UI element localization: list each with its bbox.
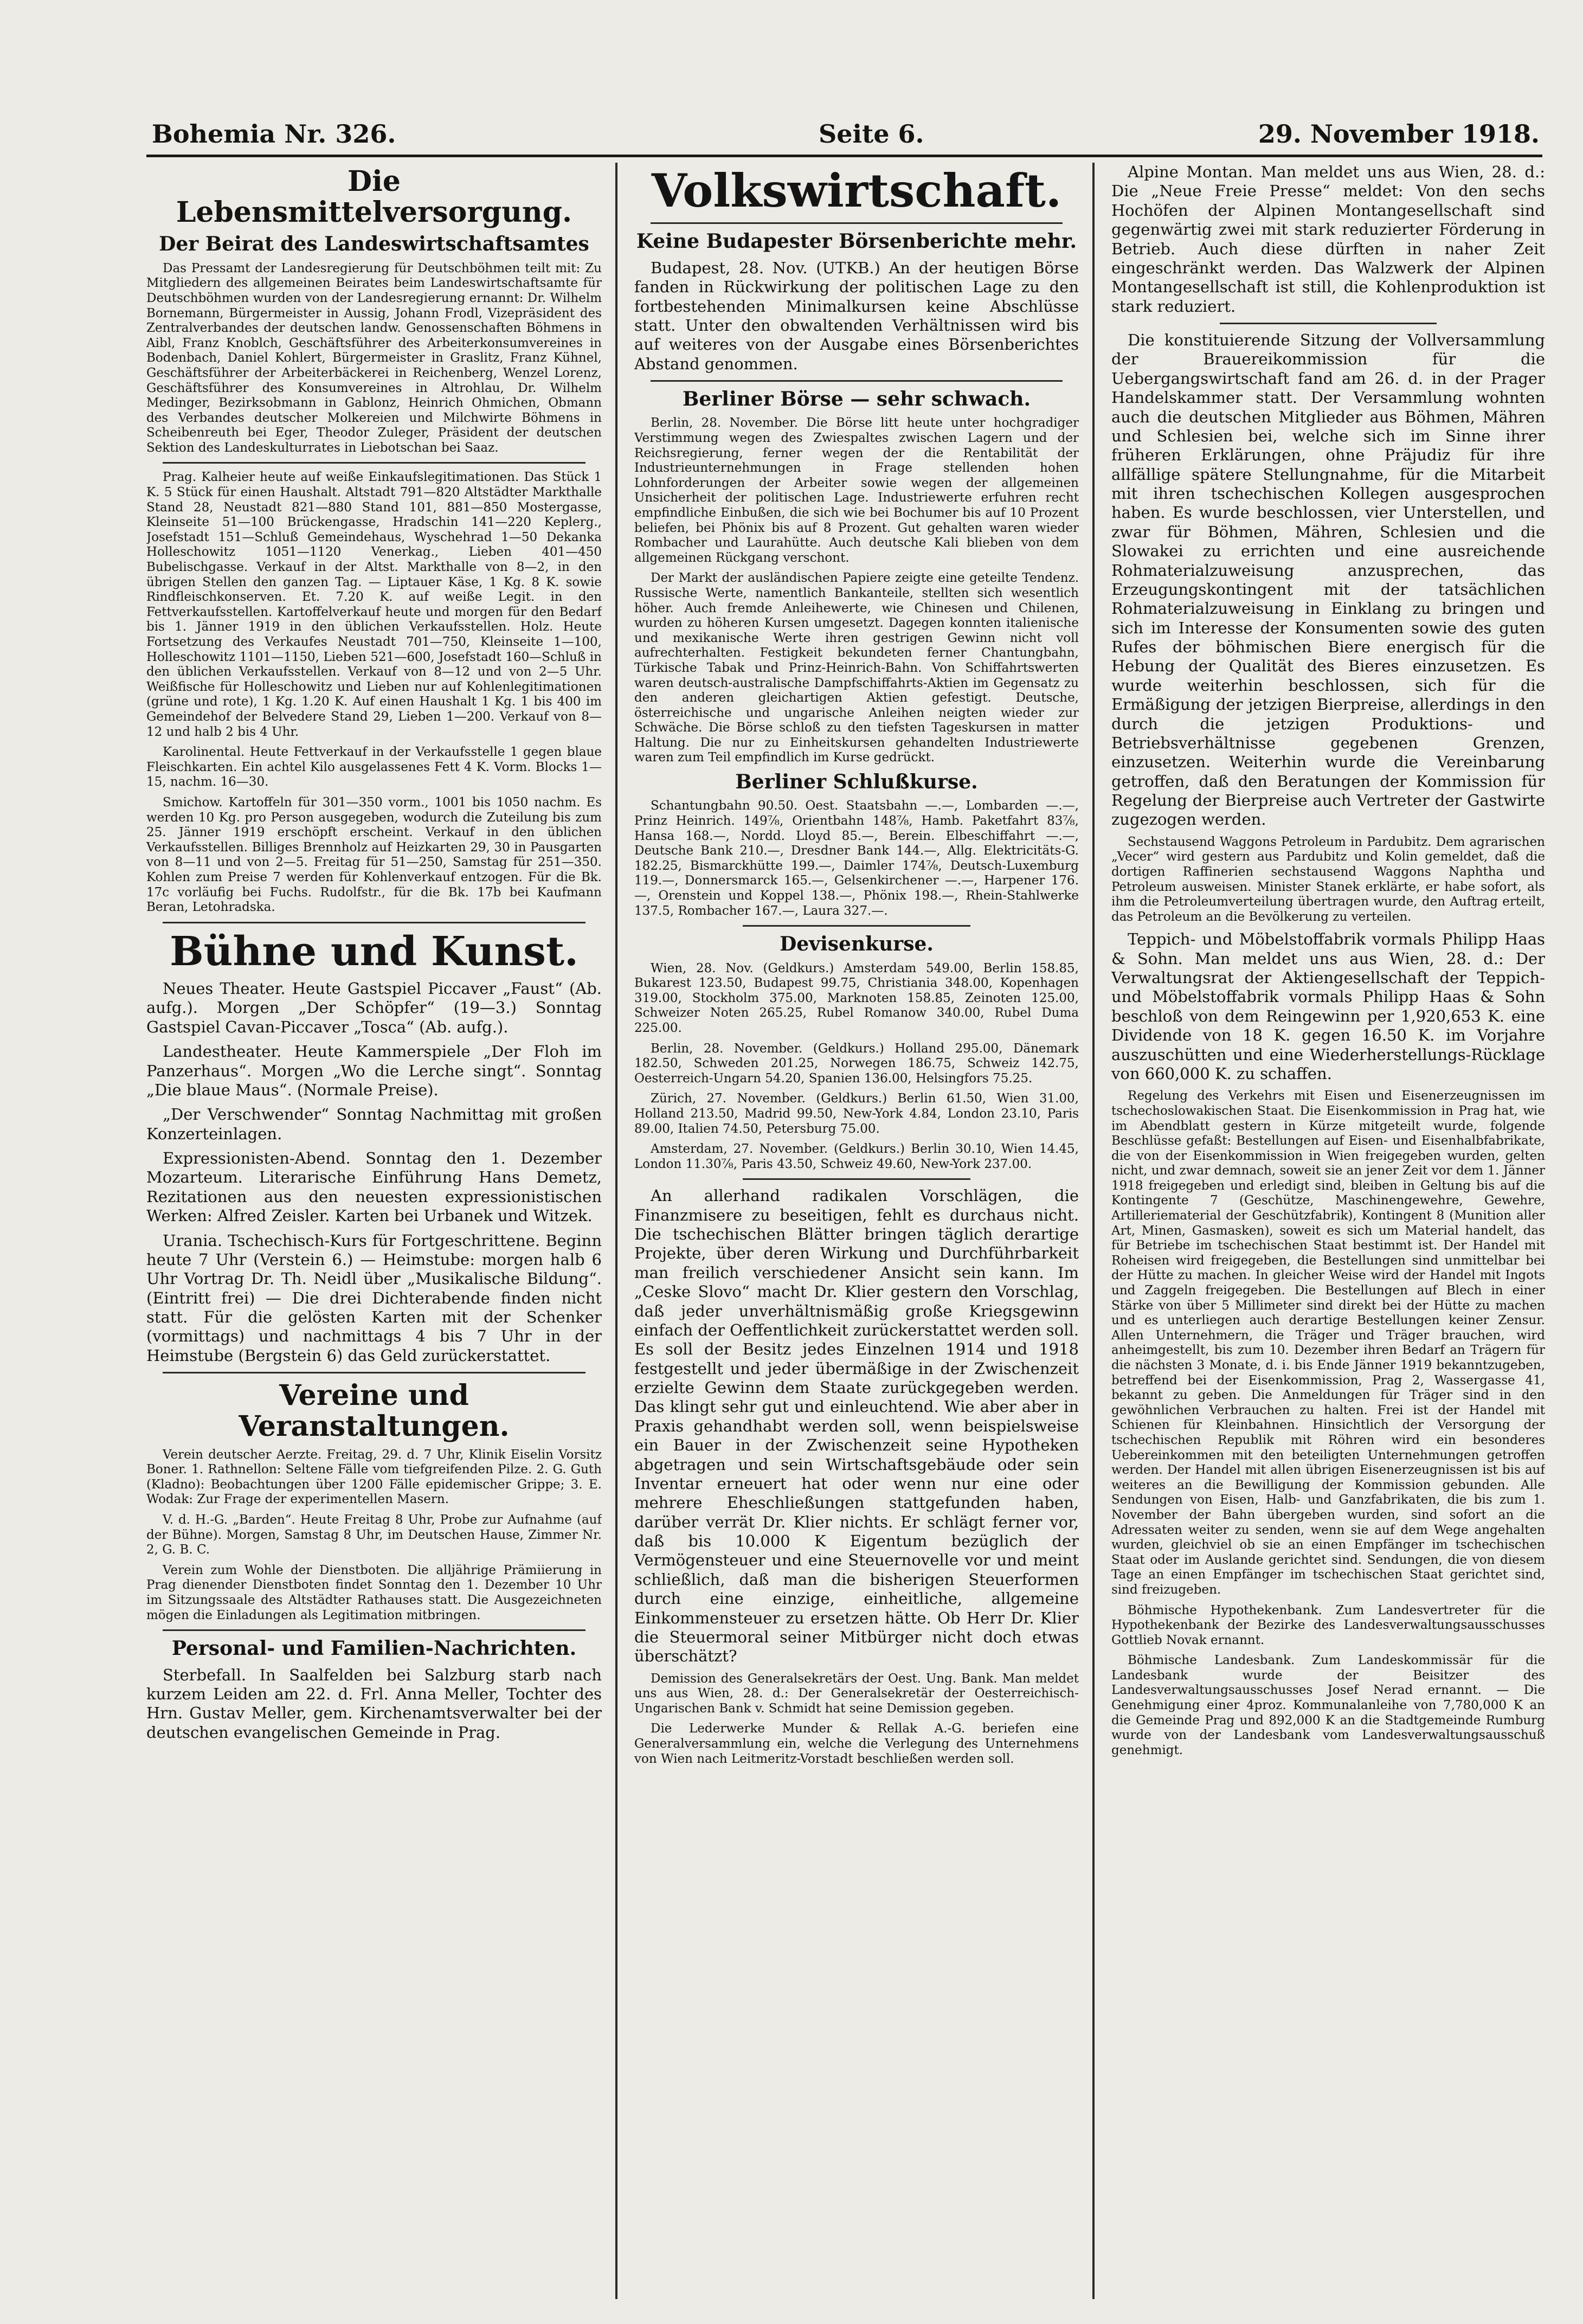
article-vereine-aerzte: Verein deutscher Aerzte. Freitag, 29. d. 7 Uhr, Klinik Eiselin Vorsitz Boner. 1. Rathnellon: Seltene Fälle vom tiefgreifenden Pilze. 2. G. Guth (Kladno): Beobachtungen über 1200 Fälle epidemischer Grippe; 3. E. Wodak: Zur Frage der experimentellen Masern. bbox=[146, 1447, 602, 1507]
column-2 bbox=[634, 163, 1079, 2299]
article-eisen: Regelung des Verkehrs mit Eisen und Eisenerzeugnissen im tschechoslowakischen Staat. Die Eisenkommission in Prag hat, wie im Abendblatt gestern in Kürze mitgeteilt wurde, folgende Beschlüsse gefaßt: Bestellungen auf Eisen- und Eisenhalbfabrikate, die von der Eisenkommission in Wien freigegeben wurden, gelten nicht, und zwar demnach, soweit sie an jener Zeit vor dem 1. Jänner 1918 freigegeben und erledigt sind, bleiben in Geltung bis auf die Kontingente 7 (Geschütze, Maschinengewehre, Gewehre, Artilleriematerial der Geschützfabrik), Kontingent 8 (Munition aller Art, Minen, Gasmasken), soweit es sich um Material handelt, das für Betriebe im tschechischen Staat bestimmt ist. Der Handel mit Roheisen wird freigegeben, die Bestellungen sind unmittelbar bei der Hütte zu machen. In gleicher Weise wird der Handel mit Ingots und Zaggeln freigegeben. Die Bestellungen auf Blech in einer Stärke von über 5 Millimeter sind direkt bei der Hütte zu machen und es unterliegen auch derartige Bestellungen keiner Zensur. Allen Unternehmern, die Träger und Träger brauchen, wird anheimgestellt, bis zum 10. Dezember ihren Bedarf an Trägern für die nächsten 3 Monate, d. i. bis Ende Jänner 1919 bekanntzugeben, betreffend bei der Eisenkommission, Prag 2, Wassergasse 41, bekannt zu geben. Die Anmeldungen für Träger sind in den gewöhnlichen Verbrauchen zu halten. Frei ist der Handel mit Schienen für Kleinbahnen. Hinsichtlich der Versorgung der tschechischen Republik mit Röhren wird ein besonderes Uebereinkommen mit den beteiligten Unternehmungen getroffen werden. Der Handel mit allen übrigen Eisenerzeugnissen ist bis auf weiteres an die Bewilligung der Kommission gebunden. Alle Sendungen von Eisen, Halb- und Ganzfabrikaten, die bis zum 1. November der Bahn übergeben wurden, sind sofort an die Adressaten weiter zu senden, wenn sie auf dem Wege angehalten wurden, gleichviel ob sie an einen Empfänger im tschechischen Staat oder im Auslande gerichtet sind. Sendungen, die von diesem Tage an einen Empfänger im tschechischen Staat gerichtet sind, sind freizugeben. bbox=[1111, 1089, 1545, 1597]
section-title-lebensmittel: Die Lebensmittelversorgung. bbox=[176, 165, 572, 229]
divider bbox=[163, 1629, 585, 1631]
article-karolinental: Karolinental. Heute Fettverkauf in der Verkaufsstelle 1 gegen blaue Fleischkarten. Ein achtel Kilo ausgelassenes Fett 4 K. Vorm. Blocks 1—15, nachm. 16—30. bbox=[146, 745, 602, 789]
article-brauereikommission: Die konstituierende Sitzung der Vollversammlung der Brauereikommission für die Uebergangswirtschaft fand am 26. d. in der Prager Handelskammer statt. Der Versammlung wohnten auch die deutschen Mitglieder aus Böhmen, Mähren und Schlesien bei, welche sich im Sinne ihrer früheren Erklärungen, ohne Präjudiz für ihre allfällige spätere Stellungnahme, für die Mitarbeit mit ihren tschechischen Kollegen ausgesprochen haben. Es wurde beschlossen, vier Unterstellen, und zwar für Böhmen, Mähren, Schlesien und die Slowakei zu errichten und eine ausreichende Rohmaterialzuweisung anzusprechen, das Erzeugungskontingent mit der tatsächlichen Rohmaterialzuweisung in Einklang zu bringen und sich im Interesse der Konsumenten sowie des guten Rufes der böhmischen Biere energisch für die Hebung der Qualität des Bieres einzusetzen. Es wurde weiterhin beschlossen, sich für die Ermäßigung der jetzigen Bierpreise, allerdings in den durch die jetzigen Produktions- und Betriebsverhältnisse gegebenen Grenzen, einzusetzen. Weiterhin wurde die Vereinbarung getroffen, daß den Beratungen der Kommission für Regelung der Bierpreise auch Vertreter der Gastwirte zugezogen werden. bbox=[1111, 331, 1545, 829]
article-vereine-dienstboten: Verein zum Wohle der Dienstboten. Die alljährige Prämiierung in Prag dienender Dienstboten findet Sonntag den 1. Dezember 10 Uhr im Sitzungssaale des Altstädter Rathauses statt. Die Ausgezeichneten mögen die Einladungen als Legitimation mitbringen. bbox=[146, 1563, 602, 1622]
article-devisen-zuerich: Zürich, 27. November. (Geldkurs.) Berlin 61.50, Wien 31.00, Holland 213.50, Madrid 99.50, New-York 4.84, London 23.10, Paris 89.00, Italien 74.50, Petersburg 75.00. bbox=[634, 1092, 1079, 1136]
article-smichow: Smichow. Kartoffeln für 301—350 vorm., 1001 bis 1050 nachm. Es werden 10 Kg. pro Person ausgegeben, wodurch die Zuteilung bis zum 25. Jänner 1919 erschöpft erscheint. Verkauf in den üblichen Verkaufsstellen. Billiges Brennholz auf Heizkarten 29, 30 in Pausgarten von 8—11 und von 2—5. Freitag für 51—250, Samstag für 251—350. Kohlen zum Preise 7 werden für Kohlenverkauf entzogen. Für die Bk. 17c vorläufig bei Fuchs. Rudolfstr., für die Bk. 17b bei Kaufmann Beran, Letohradska. bbox=[146, 795, 602, 915]
article-vereine-barden: V. d. H.-G. „Barden“. Heute Freitag 8 Uhr, Probe zur Aufnahme (auf der Bühne). Morgen, Samstag 8 Uhr, im Deutschen Hause, Zimmer Nr. 2, G. B. C. bbox=[146, 1512, 602, 1557]
issue-number: Bohemia Nr. 326. bbox=[152, 119, 396, 149]
article-schlusskurse: Schantungbahn 90.50. Oest. Staatsbahn —.—, Lombarden —.—, Prinz Heinrich. 149⅞, Orientbahn 148⅞, Hamb. Paketfahrt 83⅞, Hansa 168.—, Nordd. Lloyd 85.—, Berein. Elbeschiffahrt —.—, Deutsche Bank 210.—, Dresdner Bank 144.—, Allg. Elektricitäts-G. 182.25, Bismarckhütte 199.—, Daimler 174⅞, Deutsch-Luxemburg 119.—, Donnersmarck 165.—, Gelsenkirchener —.—, Harpener 176.—, Orenstein und Koppel 138.—, Phönix 198.—, Rhein-Stahlwerke 137.5, Rombacher 167.—, Laura 327.—. bbox=[634, 799, 1079, 918]
article-verschwender: „Der Verschwender“ Sonntag Nachmittag mit großen Konzerteinlagen. bbox=[146, 1105, 602, 1143]
column-rule-2 bbox=[1092, 163, 1095, 2299]
column-3 bbox=[1111, 163, 1545, 2299]
article-demission: Demission des Generalsekretärs der Oest. Ung. Bank. Man meldet uns aus Wien, 28. d.: Der Generalsekretär der Oesterreichisch-Ungarischen Bank v. Schmidt hat seine Demission gegeben. bbox=[634, 1671, 1079, 1716]
article-devisen-berlin: Berlin, 28. November. (Geldkurs.) Holland 295.00, Dänemark 182.50, Schweden 201.25, Norwegen 186.75, Schweiz 142.75, Oesterreich-Ungarn 54.20, Spanien 136.00, Helsingfors 75.25. bbox=[634, 1041, 1079, 1086]
article-landesbank: Böhmische Landesbank. Zum Landeskommissär für die Landesbank wurde der Beisitzer des Landesverwaltungsausschusses Josef Nerad ernannt. — Die Genehmigung einer 4proz. Kommunalanleihe von 7,780,000 K an die Gemeinde Prag und 892,000 K an die Stadtgemeinde Rumburg wurde von der Landesbank vom Landesverwaltungsausschuß genehmigt. bbox=[1111, 1653, 1545, 1757]
article-devisen-wien: Wien, 28. Nov. (Geldkurs.) Amsterdam 549.00, Berlin 158.85, Bukarest 123.50, Budapest 99.75, Christiania 348.00, Kopenhagen 319.00, Stockholm 375.00, Marknoten 158.85, Zeinoten 125.00, Schweizer Noten 265.25, Rubel Romanow 340.00, Rubel Duma 225.00. bbox=[634, 961, 1079, 1035]
article-beirat: Das Pressamt der Landesregierung für Deutschböhmen teilt mit: Zu Mitgliedern des allgemeinen Beirates beim Landeswirtschaftsamte für Deutschböhmen wurden von der Landesregierung ernannt: Dr. Wilhelm Bornemann, Bürgermeister in Aussig, Johann Frodl, Vizepräsident des Zentralverbandes der deutschen landw. Genossenschaften Böhmens in Aibl, Franz Knoblch, Geschäftsführer des Arbeiterkonsumvereines in Bodenbach, Daniel Kohlert, Bürgermeister in Graslitz, Franz Kühnel, Geschäftsführer der Arbeiterbäckerei in Reichenberg, Wenzel Lorenz, Geschäftsführer des Konsumvereines in Altrohlau, Dr. Wilhelm Medinger, Bezirksobmann in Gablonz, Heinrich Ohmichen, Obmann des Verbandes deutscher Molkereien und Milchwirte Böhmens in Scheibenreuth bei Eger, Theodor Zuleger, Präsident der deutschen Sektion des Landeskulturrates in Liebotschan bei Saaz. bbox=[146, 261, 602, 455]
article-lederwerke: Die Lederwerke Munder & Rellak A.-G. beriefen eine Generalversammlung ein, welche die Verlegung des Unternehmens von Wien nach Leitmeritz-Vorstadt beschließen werden soll. bbox=[634, 1722, 1079, 1766]
divider bbox=[163, 462, 585, 464]
article-expressionisten: Expressionisten-Abend. Sonntag den 1. Dezember Mozarteum. Literarische Einführung Hans Demetz, Rezitationen aus den neuesten expressionistischen Werken: Alfred Zeisler. Karten bei Urbanek und Witzek. bbox=[146, 1149, 602, 1225]
article-petroleum: Sechstausend Waggons Petroleum in Pardubitz. Dem agrarischen „Vecer“ wird gestern aus Pardubitz und Kolin gemeldet, daß die dortigen Raffinerien sechstausend Waggons Naphtha und Petroleum ausweisen. Minister Stanek erklärte, er habe sofort, als ihm die Petroleumverteilung übertragen wurde, den Auftrag erteilt, das Petroleum an die Bevölkerung zu verteilen. bbox=[1111, 834, 1545, 924]
article-neues-theater: Neues Theater. Heute Gastspiel Piccaver „Faust“ (Ab. aufg.). Morgen „Der Schöpfer“ (19—3.) Sonntag Gastspiel Cavan-Piccaver „Tosca“ (Ab. aufg.). bbox=[146, 979, 602, 1036]
column-rule-1 bbox=[615, 163, 617, 2299]
divider bbox=[1220, 323, 1437, 324]
divider bbox=[651, 222, 1063, 224]
page-number: Seite 6. bbox=[819, 119, 924, 149]
article-sterbefall: Sterbefall. In Saalfelden bei Salzburg starb nach kurzem Leiden am 22. d. Frl. Anna Meller, Tochter des Hrn. Gustav Meller, gem. Kirchenamtsverwalter bei der deutschen evangelischen Gemeinde in Prag. bbox=[146, 1665, 602, 1742]
article-title-berliner: Berliner Börse — sehr schwach. bbox=[682, 388, 1031, 411]
article-alpine-montan: Alpine Montan. Man meldet uns aus Wien, 28. d.: Die „Neue Freie Presse“ meldet: Von den sechs Hochöfen der Alpinen Montangesellschaft sind gegenwärtig zwei mit stark reduzierter Förderung in Betrieb. Auch diese dürften in naher Zeit eingeschränkt werden. Das Walzwerk der Alpinen Montangesellschaft ist still, die Kohlenproduktion ist stark reduziert. bbox=[1111, 163, 1545, 316]
article-title-devisen: Devisenkurse. bbox=[780, 933, 934, 956]
article-radikale-vorschlaege: An allerhand radikalen Vorschlägen, die Finanzmisere zu beseitigen, fehlt es durchaus nicht. Die tschechischen Blätter bringen täglich derartige Projekte, über deren Wirkung und Durchführbarkeit man freilich verschiedener Ansicht sein kann. Im „Ceske Slovo“ macht Dr. Klier gestern den Vorschlag, daß jeder unverhältnismäßig große Kriegsgewinn einfach der Oeffentlichkeit zurückerstattet werden soll. Es soll der Besitz jedes Einzelnen 1914 und 1918 festgestellt und jeder übermäßige in der Zwischenzeit erzielte Gewinn dem Staate zurückgegeben werden. Das klingt sehr gut und einleuchtend. Wie aber aber in Praxis gehandhabt werden soll, wenn beispielsweise ein Bauer in der Zwischenzeit seine Hypotheken abgetragen und sein Wirtschaftsgebäude oder sein Inventar erneuert hat oder wenn nur eine oder mehrere Eheschließungen stattgefunden haben, darüber verrät Dr. Klier nichts. Er schlägt ferner vor, daß bis 10.000 K Eigentum bezüglich der Vermögensteuer und eine Steuernovelle vor und meint schließlich, daß man die bisherigen Steuerformen durch eine einzige, einheitliche, allgemeine Einkommensteuer zu ersetzen hätte. Ob Herr Dr. Klier die Steuermoral seiner Mitbürger nicht doch etwas überschätzt? bbox=[634, 1186, 1079, 1666]
divider bbox=[743, 925, 970, 927]
column-1 bbox=[146, 163, 602, 2299]
issue-date: 29. November 1918. bbox=[1258, 119, 1540, 149]
article-teppichfabrik: Teppich- und Möbelstoffabrik vormals Philipp Haas & Sohn. Man meldet uns aus Wien, 28. d.: Der Verwaltungsrat der Aktiengesellschaft der Teppich- und Möbelstoffabrik vormals Philipp Haas & Sohn beschloß von dem Reingewinn per 1,920,653 K. eine Dividende von 18 K. gegen 16.50 K. im Vorjahre auszuschütten und eine Wiederherstellungs-Rücklage von 660,000 K. zu schaffen. bbox=[1111, 930, 1545, 1083]
article-berliner: Berlin, 28. November. Die Börse litt heute unter hochgradiger Verstimmung wegen des Zwiespaltes zwischen Lagern und der Reichsregierung, ferner wegen der die Rentabilität der Industrieunternehmungen in Frage stellenden hohen Lohnforderungen der Arbeiter sowie wegen der allgemeinen Unsicherheit der politischen Lage. Industriewerte erfuhren recht empfindliche Einbußen, die sich wie bei Bochumer bis auf 10 Prozent beliefen, bei Phönix bis auf 8 Prozent. Gut gehalten waren wieder Rombacher und Laurahütte. Auch deutsche Kali blieben von dem allgemeinen Rückgang verschont. bbox=[634, 416, 1079, 565]
page-header bbox=[146, 117, 1542, 157]
article-title-schlusskurse: Berliner Schlußkurse. bbox=[735, 771, 978, 794]
section-title-volkswirtschaft: Volkswirtschaft. bbox=[651, 164, 1062, 217]
divider bbox=[163, 1372, 585, 1373]
section-title-vereine: Vereine und Veranstaltungen. bbox=[239, 1379, 510, 1443]
divider bbox=[651, 380, 1063, 382]
article-landestheater: Landestheater. Heute Kammerspiele „Der Floh im Panzerhaus“. Morgen „Wo die Lerche singt“. Sonntag „Die blaue Maus“. (Normale Preise). bbox=[146, 1042, 602, 1099]
article-title-beirat: Der Beirat des Landeswirtschaftsamtes bbox=[159, 233, 589, 256]
article-urania: Urania. Tschechisch-Kurs für Fortgeschrittene. Beginn heute 7 Uhr (Verstein 6.) — Heimstube: morgen halb 6 Uhr Vortrag Dr. Th. Neidl über „Musikalische Bildung“. (Eintritt frei) — Die drei Dichterabende finden nicht statt. Für die gelösten Karten mit der Schenker (vormittags) und nachmittags 4 bis 7 Uhr in der Heimstube (Bergstein 6) das Geld zurückerstattet. bbox=[146, 1231, 602, 1365]
article-title-budapest: Keine Budapester Börsenberichte mehr. bbox=[636, 230, 1077, 253]
divider bbox=[743, 1178, 970, 1180]
section-title-buehne: Bühne und Kunst. bbox=[170, 928, 578, 975]
article-devisen-amsterdam: Amsterdam, 27. November. (Geldkurs.) Berlin 30.10, Wien 14.45, London 11.30⅞, Paris 43.50, Schweiz 49.60, New-York 237.00. bbox=[634, 1142, 1079, 1171]
article-hypothekenbank: Böhmische Hypothekenbank. Zum Landesvertreter für die Hypothekenbank der Bezirke des Landesverwaltungsausschusses Gottlieb Novak ernannt. bbox=[1111, 1603, 1545, 1647]
article-prag: Prag. Kalheier heute auf weiße Einkaufslegitimationen. Das Stück 1 K. 5 Stück für einen Haushalt. Altstadt 791—820 Altstädter Markthalle Stand 28, Neustadt 821—880 Stand 101, 881—850 Mostergasse, Kleinseite 51—100 Brückengasse, Hradschin 141—220 Keplerg., Josefstadt 151—Schluß Gemeindehaus, Wyschehrad 1—50 Dekanka Holleschowitz 1051—1120 Venerkag., Lieben 401—450 Bubelischgasse. Verkauf in der Altst. Markthalle von 8—2, in den übrigen Stellen den ganzen Tag. — Liptauer Käse, 1 Kg. 8 K. sowie Rindfleischkonserven. Et. 7.20 K. auf weiße Legit. in den Fettverkaufsstellen. Kartoffelverkauf heute und morgen für den Bedarf bis 1. Jänner 1919 in den üblichen Verkaufsstellen. Holz. Heute Fortsetzung des Verkaufes Neustadt 701—750, Kleinseite 1—100, Holleschowitz 1101—1150, Lieben 521—600, Josefstadt 160—Schluß in den üblichen Verkaufsstellen. Verkauf von 8—12 und von 2—5 Uhr. Weißfische für Holleschowitz und Lieben nur auf Kohlenlegitimationen (grüne und rote), 1 Kg. 1.20 K. Auf einen Haushalt 1 Kg. 1 bis 400 im Gemeindehof der Belvedere Stand 29, Lieben 1—200. Verkauf von 8—12 und halb 2 bis 4 Uhr. bbox=[146, 470, 602, 739]
divider bbox=[163, 922, 585, 923]
article-berliner-2: Der Markt der ausländischen Papiere zeigte eine geteilte Tendenz. Russische Werte, namentlich Bankanteile, stellten sich wesentlich höher. Auch fremde Anleihewerte, wie Chinesen und Chilenen, wurden zu höheren Kursen umgesetzt. Dagegen konnten italienische und mexikanische Werte ihren gestrigen Gewinn nicht voll aufrechterhalten. Festigkeit bekundeten ferner Chantungbahn, Türkische Tabak und Prinz-Heinrich-Bahn. Von Schiffahrtswerten waren deutsch-australische Dampfschiffahrts-Aktien im Gegensatz zu den anderen gleichartigen Aktien gefestigt. Deutsche, österreichische und ungarische Anleihen neigten wieder zur Schwäche. Die Börse schloß zu den tiefsten Tageskursen in matter Haltung. Die nur zu Einheitskursen gehandelten Industriewerte waren zum Teil empfindlich im Kurse gedrückt. bbox=[634, 571, 1079, 765]
section-title-personal: Personal- und Familien-Nachrichten. bbox=[171, 1637, 577, 1660]
article-budapest: Budapest, 28. Nov. (UTKB.) An der heutigen Börse fanden in Rückwirkung der politischen Lage zu den fortbestehenden Minimalkursen keine Abschlüsse statt. Unter den obwaltenden Verhältnissen wird bis auf weiteres von der Ausgabe eines Börsenberichtes Abstand genommen. bbox=[634, 258, 1079, 373]
